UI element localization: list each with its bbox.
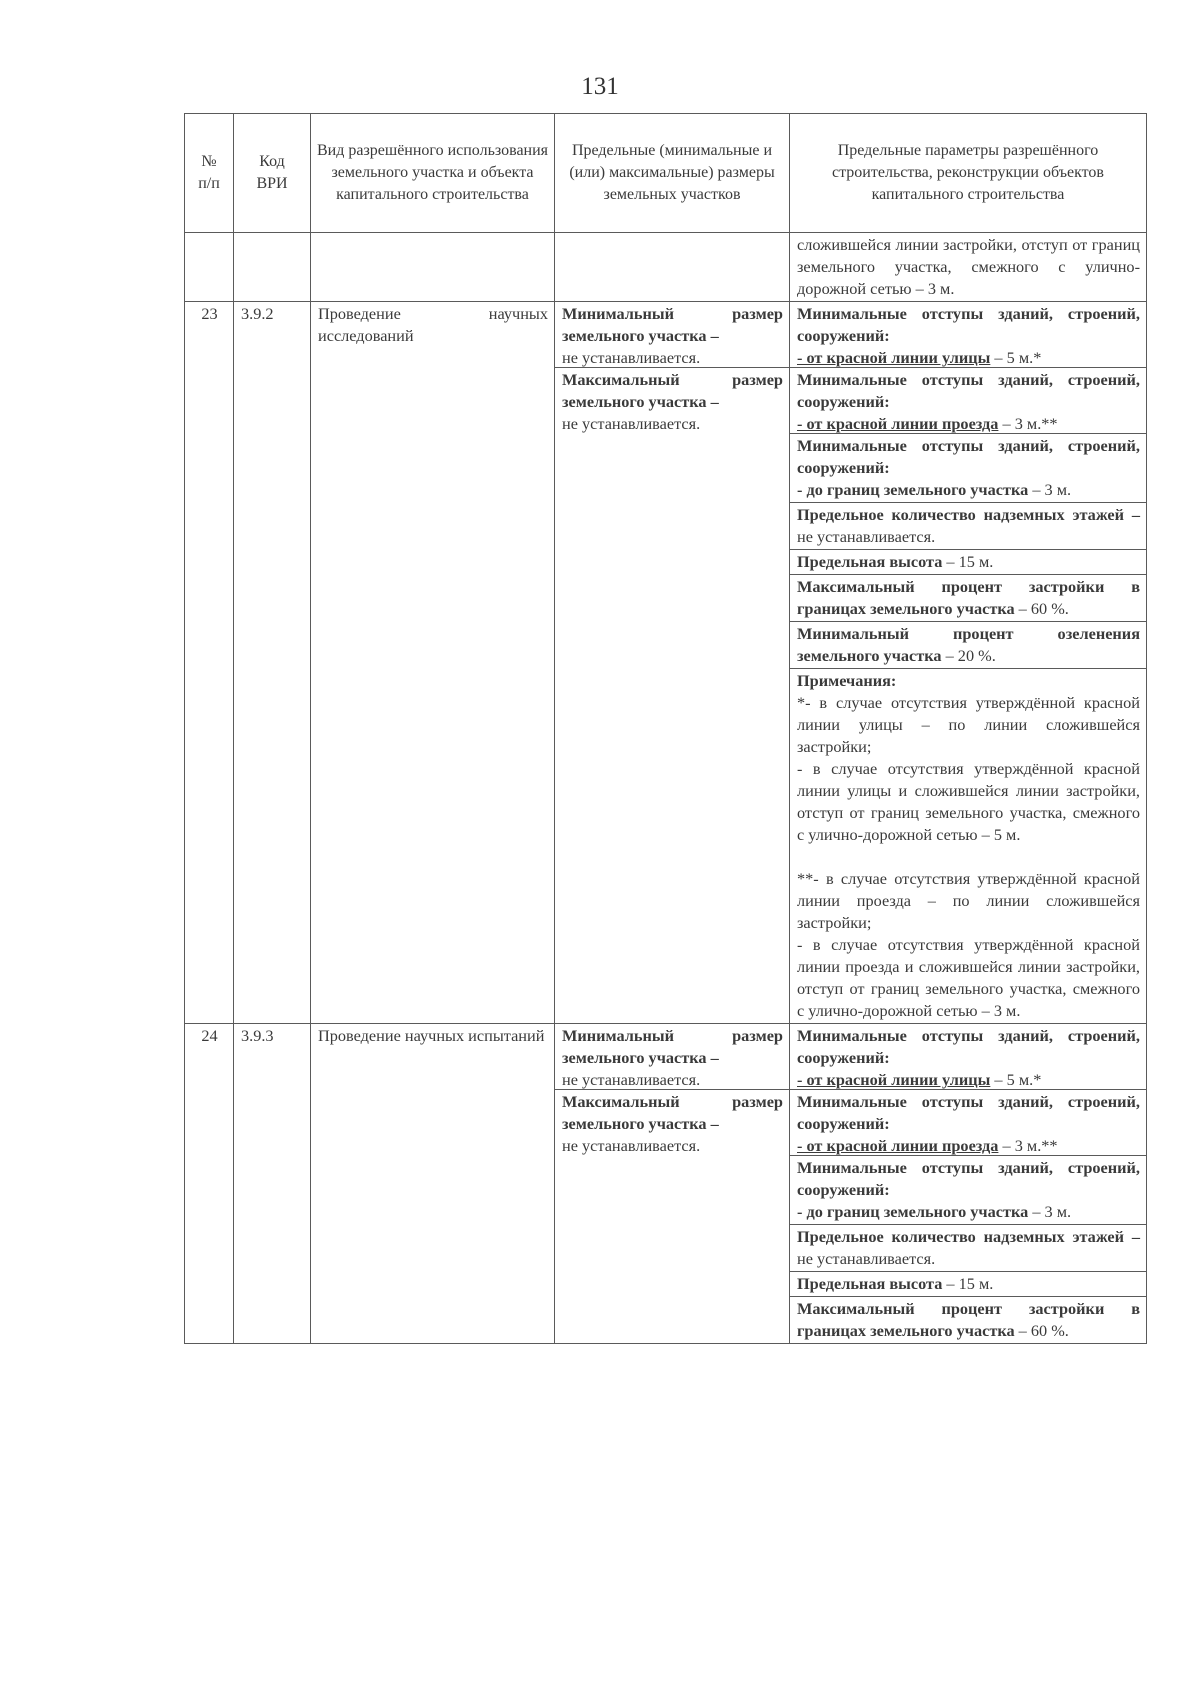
row-params	[790, 302, 1147, 1024]
note: - в случае отсутствия утверждённой красной линии проезда и сложившейся линии застройки, отступ от границ земельного участка, смежного с улично-дорожной сетью – 3 м.	[797, 935, 1140, 1020]
min-size-block: Минимальный размер земельного участка – не устанавливается.	[562, 1026, 783, 1089]
table-row	[185, 1024, 1147, 1344]
notes-block	[790, 668, 1146, 1023]
max-size-block: Максимальный размер земельного участка – не устанавливается.	[555, 367, 789, 436]
param-setback-driveway: Минимальные отступы зданий, строений, сооружений: - от красной линии проезда – 3 м.**	[790, 1089, 1146, 1155]
note: **- в случае отсутствия утверждённой красной линии проезда – по линии сложившейся застройки;	[797, 869, 1140, 932]
cell-params-continuation: сложившейся линии застройки, отступ от границ земельного участка, смежного с улично-дорожной сетью – 3 м.	[790, 233, 1147, 302]
param-coverage: Максимальный процент застройки в границах земельного участка – 60 %.	[790, 1296, 1146, 1343]
row-kind: Проведение научных испытаний	[311, 1024, 555, 1344]
param-height: Предельная высота – 15 м.	[790, 1271, 1146, 1296]
table-header-row	[185, 114, 1147, 233]
row-number: 24	[185, 1024, 234, 1344]
header-kind: Вид разрешённого использования земельного участка и объекта капитального строительства	[311, 114, 555, 233]
cell-num	[185, 233, 234, 302]
param-setback-street: Минимальные отступы зданий, строений, сооружений: - от красной линии улицы – 5 м.*	[797, 304, 1140, 367]
min-size-block: Минимальный размер земельного участка – не устанавливается.	[562, 304, 783, 367]
cell-code	[234, 233, 311, 302]
param-setback-boundary: Минимальные отступы зданий, строений, сооружений: - до границ земельного участка – 3 м.	[790, 433, 1146, 502]
param-greenery: Минимальный процент озеленения земельного участка – 20 %.	[790, 621, 1146, 668]
row-kind: Проведение научных исследований	[311, 302, 555, 1024]
header-num: № п/п	[185, 114, 234, 233]
table-row	[185, 302, 1147, 1024]
row-params	[790, 1024, 1147, 1344]
table-row-continuation	[185, 233, 1147, 302]
notes-title: Примечания:	[797, 671, 897, 690]
row-code: 3.9.3	[234, 1024, 311, 1344]
page-number: 131	[581, 73, 619, 100]
row-code: 3.9.2	[234, 302, 311, 1024]
param-setback-street: Минимальные отступы зданий, строений, сооружений: - от красной линии улицы – 5 м.*	[797, 1026, 1140, 1089]
param-height: Предельная высота – 15 м.	[790, 549, 1146, 574]
param-setback-driveway: Минимальные отступы зданий, строений, сооружений: - от красной линии проезда – 3 м.**	[790, 367, 1146, 433]
header-params: Предельные параметры разрешённого строительства, реконструкции объектов капитального строительства	[790, 114, 1147, 233]
max-size-block: Максимальный размер земельного участка – не устанавливается.	[555, 1089, 789, 1158]
note: - в случае отсутствия утверждённой красной линии улицы и сложившейся линии застройки, отступ от границ земельного участка, смежного с улично-дорожной сетью – 5 м.	[797, 759, 1140, 844]
row-size	[555, 302, 790, 1024]
row-size	[555, 1024, 790, 1344]
header-code: Код ВРИ	[234, 114, 311, 233]
param-floors: Предельное количество надземных этажей – не устанавливается.	[790, 502, 1146, 549]
regulations-table	[184, 113, 1147, 1344]
cell-size	[555, 233, 790, 302]
header-size: Предельные (минимальные и (или) максимальные) размеры земельных участков	[555, 114, 790, 233]
param-coverage: Максимальный процент застройки в границах земельного участка – 60 %.	[790, 574, 1146, 621]
cell-kind	[311, 233, 555, 302]
param-floors: Предельное количество надземных этажей – не устанавливается.	[790, 1224, 1146, 1271]
param-setback-boundary: Минимальные отступы зданий, строений, сооружений: - до границ земельного участка – 3 м.	[790, 1155, 1146, 1224]
row-number: 23	[185, 302, 234, 1024]
note: *- в случае отсутствия утверждённой красной линии улицы – по линии сложившейся застройки;	[797, 693, 1140, 756]
